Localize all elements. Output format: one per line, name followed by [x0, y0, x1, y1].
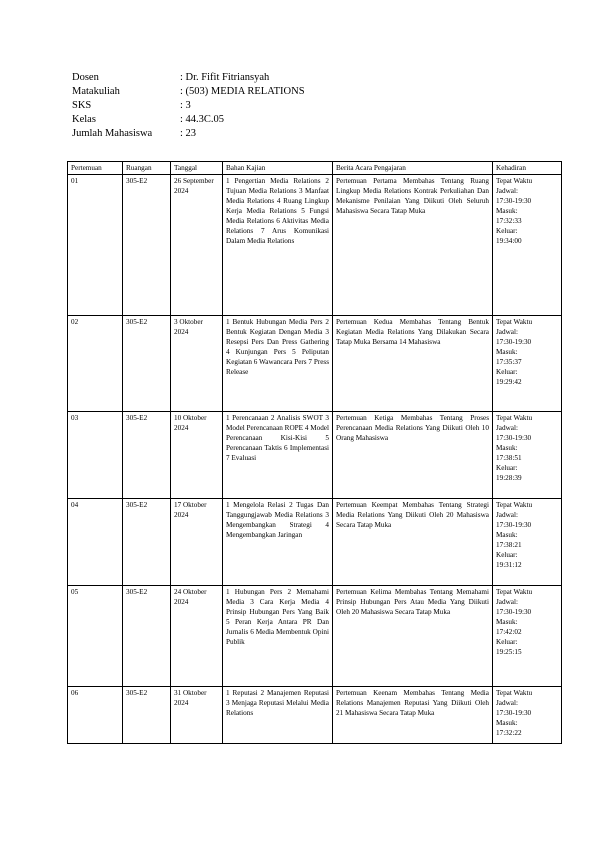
schedule-time: 17:30-19:30	[496, 709, 532, 717]
table-row	[68, 499, 562, 586]
cell-ruangan: 305-E2	[123, 499, 171, 586]
table-row	[68, 412, 562, 499]
header-bahan-kajian: Bahan Kajian	[223, 162, 333, 175]
info-value: : Dr. Fifit Fitriansyah	[180, 72, 270, 83]
cell-berita-acara: Pertemuan Keenam Membahas Tentang Media Relations Manajemen Reputasi Yang Diikuti Oleh 21 Mahasiswa Secara Tatap Muka	[333, 687, 493, 744]
schedule-label: Jadwal:	[496, 328, 518, 336]
checkin-label: Masuk:	[496, 531, 518, 539]
table-header-row	[68, 162, 562, 175]
info-label: Kelas	[72, 114, 96, 125]
info-value: : 23	[180, 128, 197, 139]
info-label: SKS	[72, 100, 92, 111]
checkin-time: 17:32:33	[496, 217, 522, 225]
checkin-label: Masuk:	[496, 618, 518, 626]
cell-berita-acara: Pertemuan Pertama Membahas Tentang Ruang Lingkup Media Relations Kontrak Perkuliahan Dan Mekanisme Penilaian Yang Diikuti Oleh Seluruh Mahasiswa Secara Tatap Muka	[333, 175, 493, 316]
header-ruangan: Ruangan	[123, 162, 171, 175]
schedule-label: Jadwal:	[496, 424, 518, 432]
cell-bahan-kajian: 1 Perencanaan 2 Analisis SWOT 3 Model Perencanaan ROPE 4 Model Perencanaan Kisi-Kisi 5 Perencanaan Taktis 6 Implementasi 7 Evaluasi	[223, 412, 333, 499]
info-value: : 3	[180, 100, 191, 111]
cell-bahan-kajian: 1 Mengelola Relasi 2 Tugas Dan Tanggungjawab Media Relations 3 Mengembangkan Strategi 4 Mengembangkan Jaringan	[223, 499, 333, 586]
cell-bahan-kajian: 1 Reputasi 2 Manajemen Reputasi 3 Menjaga Reputasi Melalui Media Relations	[223, 687, 333, 744]
checkout-label: Keluar:	[496, 227, 518, 235]
cell-ruangan: 305-E2	[123, 175, 171, 316]
info-row-dosen	[72, 71, 305, 85]
header-pertemuan: Pertemuan	[68, 162, 123, 175]
cell-tanggal: 10 Oktober 2024	[171, 412, 223, 499]
checkin-time: 17:38:51	[496, 454, 522, 462]
checkin-label: Masuk:	[496, 444, 518, 452]
info-row-matakuliah	[72, 85, 305, 99]
cell-pertemuan: 02	[68, 316, 123, 412]
schedule-time: 17:30-19:30	[496, 197, 532, 205]
info-label: Matakuliah	[72, 86, 120, 97]
cell-tanggal: 3 Oktober 2024	[171, 316, 223, 412]
schedule-label: Jadwal:	[496, 511, 518, 519]
cell-berita-acara: Pertemuan Kedua Membahas Tentang Bentuk Kegiatan Media Relations Yang Dilakukan Secara Tatap Muka Bersama 14 Mahasiswa	[333, 316, 493, 412]
schedule-time: 17:30-19:30	[496, 521, 532, 529]
checkout-time: 19:25:15	[496, 648, 522, 656]
attendance-status: Tepat Waktu	[496, 501, 533, 509]
cell-pertemuan: 05	[68, 586, 123, 687]
schedule-label: Jadwal:	[496, 598, 518, 606]
schedule-time: 17:30-19:30	[496, 338, 532, 346]
cell-pertemuan: 03	[68, 412, 123, 499]
info-value: : 44.3C.05	[180, 114, 225, 125]
checkout-label: Keluar:	[496, 638, 518, 646]
cell-pertemuan: 01	[68, 175, 123, 316]
cell-kehadiran	[493, 412, 562, 499]
cell-tanggal: 31 Oktober 2024	[171, 687, 223, 744]
checkin-label: Masuk:	[496, 348, 518, 356]
cell-kehadiran	[493, 175, 562, 316]
checkout-time: 19:28:39	[496, 474, 522, 482]
info-row-sks	[72, 99, 305, 113]
table-row	[68, 175, 562, 316]
header-berita-acara: Berita Acara Pengajaran	[333, 162, 493, 175]
attendance-status: Tepat Waktu	[496, 318, 533, 326]
attendance-status: Tepat Waktu	[496, 177, 533, 185]
cell-kehadiran	[493, 586, 562, 687]
cell-kehadiran	[493, 687, 562, 744]
cell-tanggal: 26 September 2024	[171, 175, 223, 316]
cell-ruangan: 305-E2	[123, 412, 171, 499]
cell-pertemuan: 06	[68, 687, 123, 744]
cell-pertemuan: 04	[68, 499, 123, 586]
course-info	[72, 71, 305, 141]
schedule-label: Jadwal:	[496, 187, 518, 195]
info-label: Jumlah Mahasiswa	[72, 128, 153, 139]
cell-bahan-kajian: 1 Pengertian Media Relations 2 Tujuan Media Relations 3 Manfaat Media Relations 4 Ruang Lingkup Kerja Media Relations 5 Fungsi Media Relations 6 Aktivitas Media Relations 7 Arus Komunikasi Dalam Media Relations	[223, 175, 333, 316]
attendance-status: Tepat Waktu	[496, 588, 533, 596]
schedule-time: 17:30-19:30	[496, 608, 532, 616]
cell-berita-acara: Pertemuan Ketiga Membahas Tentang Proses Perencanaan Media Relations Yang Diikuti Oleh 10 Orang Mahasiswa	[333, 412, 493, 499]
cell-ruangan: 305-E2	[123, 316, 171, 412]
checkout-label: Keluar:	[496, 368, 518, 376]
schedule-time: 17:30-19:30	[496, 434, 532, 442]
table-row	[68, 687, 562, 744]
info-row-jumlah-mahasiswa	[72, 127, 305, 141]
cell-bahan-kajian: 1 Bentuk Hubungan Media Pers 2 Bentuk Kegiatan Dengan Media 3 Resepsi Pers Dan Press Gathering 4 Kunjungan Pers 5 Peliputan Kegiatan 6 Wawancara Pers 7 Press Release	[223, 316, 333, 412]
info-value: : (503) MEDIA RELATIONS	[180, 86, 305, 97]
table-row	[68, 586, 562, 687]
cell-ruangan: 305-E2	[123, 687, 171, 744]
checkout-time: 19:29:42	[496, 378, 522, 386]
checkout-time: 19:34:00	[496, 237, 522, 245]
info-label: Dosen	[72, 72, 99, 83]
checkout-label: Keluar:	[496, 551, 518, 559]
checkout-label: Keluar:	[496, 464, 518, 472]
cell-tanggal: 24 Oktober 2024	[171, 586, 223, 687]
cell-kehadiran	[493, 316, 562, 412]
checkin-time: 17:42:02	[496, 628, 522, 636]
checkin-time: 17:32:22	[496, 729, 522, 737]
cell-tanggal: 17 Oktober 2024	[171, 499, 223, 586]
attendance-table	[67, 161, 562, 744]
cell-ruangan: 305-E2	[123, 586, 171, 687]
header-tanggal: Tanggal	[171, 162, 223, 175]
checkout-time: 19:31:12	[496, 561, 522, 569]
info-row-kelas	[72, 113, 305, 127]
cell-berita-acara: Pertemuan Keempat Membahas Tentang Strategi Media Relations Yang Diikuti Oleh 20 Mahasiswa Secara Tatap Muka	[333, 499, 493, 586]
attendance-status: Tepat Waktu	[496, 414, 533, 422]
attendance-status: Tepat Waktu	[496, 689, 533, 697]
checkin-time: 17:35:37	[496, 358, 522, 366]
checkin-time: 17:38:21	[496, 541, 522, 549]
table-row	[68, 316, 562, 412]
cell-berita-acara: Pertemuan Kelima Membahas Tentang Memahami Prinsip Hubungan Pers Atau Media Yang Diikuti Oleh 20 Mahasiswa Secara Tatap Muka	[333, 586, 493, 687]
cell-bahan-kajian: 1 Hubungan Pers 2 Memahami Media 3 Cara Kerja Media 4 Prinsip Hubungan Pers Yang Baik 5 Peran Kerja Antara PR Dan Jurnalis 6 Media Membentuk Opini Publik	[223, 586, 333, 687]
header-kehadiran: Kehadiran	[493, 162, 562, 175]
cell-kehadiran	[493, 499, 562, 586]
checkin-label: Masuk:	[496, 719, 518, 727]
schedule-label: Jadwal:	[496, 699, 518, 707]
checkin-label: Masuk:	[496, 207, 518, 215]
